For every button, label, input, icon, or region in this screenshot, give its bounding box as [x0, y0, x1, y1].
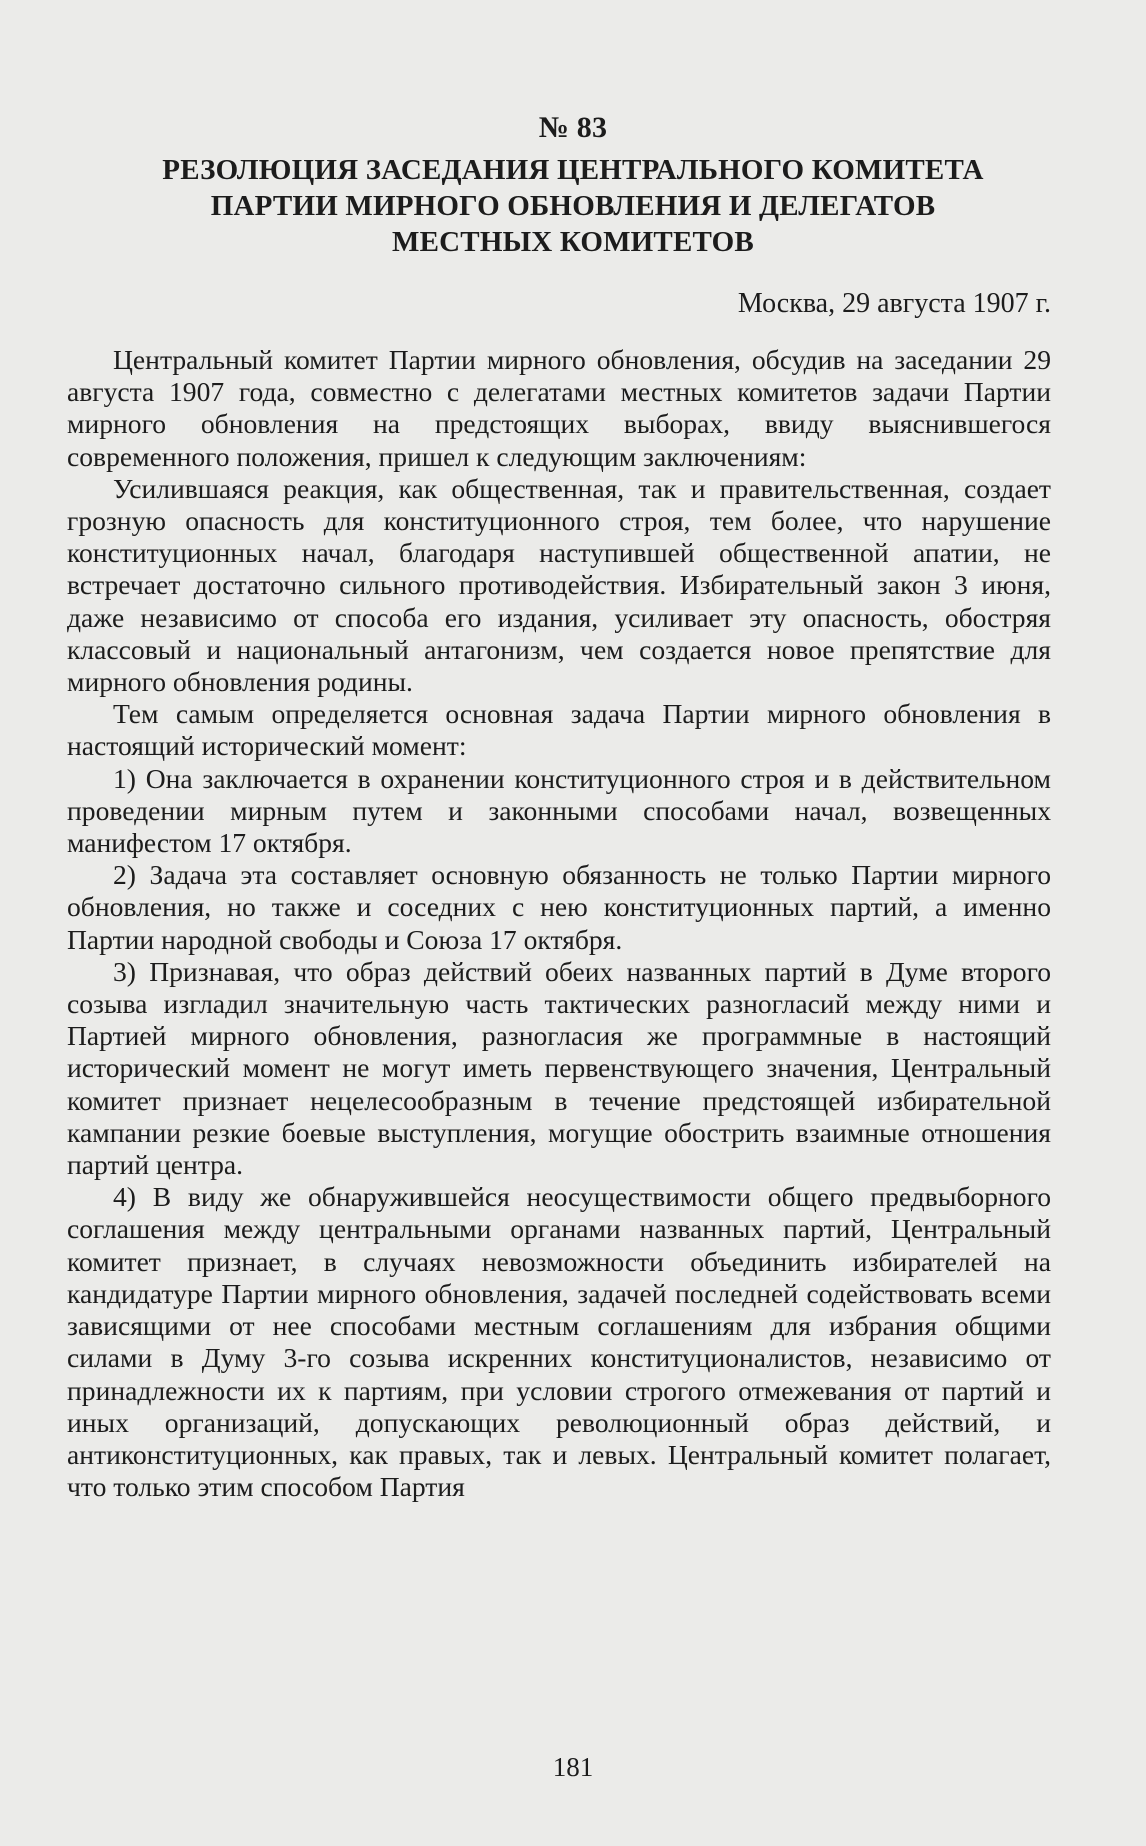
document-title: [60, 152, 1086, 260]
title-line: ПАРТИИ МИРНОГО ОБНОВЛЕНИЯ И ДЕЛЕГАТОВ: [210, 190, 936, 222]
paragraph: Центральный комитет Партии мирного обновления, обсудив на заседании 29 августа 1907 года, совместно с делегатами местных комитетов задачи Партии мирного обновления на предстоящих выборах, ввиду выяснившегося современного положения, пришел к следующим заключениям:: [67, 344, 1051, 472]
page-number: 181: [552, 1752, 594, 1782]
paragraph: 2) Задача эта составляет основную обязанность не только Партии мирного обновления, но также и соседних с нею конституционных партий, а именно Партии народной свободы и Союза 17 октября.: [67, 859, 1051, 955]
paragraph: Тем самым определяется основная задача Партии мирного обновления в настоящий исторический момент:: [67, 698, 1051, 762]
paragraph: 1) Она заключается в охранении конституционного строя и в действительном проведении мирным путем и законными способами начал, возвещенных манифестом 17 октября.: [67, 762, 1051, 859]
document-number: № 83: [538, 111, 608, 144]
paragraph: 4) В виду же обнаружившейся неосуществимости общего предвыборного соглашения между центральными органами названных партий, Центральный комитет признает, в случаях невозможности объединить избирателей на кандидатуре Партии мирного обновления, задачей последней содействовать всеми зависящими от нее способами местным соглашениям для избрания общими силами в Думу 3-го созыва искренних конституционалистов, независимо от принадлежности их к партиям, при условии строгого отмежевания от партий и иных организаций, допускающих революционный образ действий, и антиконституционных, как правых, так и левых. Центральный комитет полагает, что только этим способом Партия: [67, 1181, 1051, 1503]
title-line: РЕЗОЛЮЦИЯ ЗАСЕДАНИЯ ЦЕНТРАЛЬНОГО КОМИТЕТА: [162, 154, 984, 186]
title-line: МЕСТНЫХ КОМИТЕТОВ: [392, 226, 754, 258]
document-body: [67, 344, 1051, 1503]
paragraph: Усилившаяся реакция, как общественная, так и правительственная, создает грозную опасность для конституционного строя, тем более, что нарушение конституционных начал, благодаря наступившей общественной апатии, не встречает достаточно сильного противодействия. Избирательный закон 3 июня, даже независимо от способа его издания, усиливает эту опасность, обостряя классовый и национальный антагонизм, чем создается новое препятствие для мирного обновления родины.: [67, 472, 1051, 698]
dateline: Москва, 29 августа 1907 г.: [737, 288, 1051, 319]
paragraph: 3) Признавая, что образ действий обеих названных партий в Думе второго созыва изгладил значительную часть тактических разногласий между ними и Партией мирного обновления, разногласия же программные в настоящий исторический момент не могут иметь первенствующего значения, Центральный комитет признает нецелесообразным в течение предстоящей избирательной кампании резкие боевые выступления, могущие обострить взаимные отношения партий центра.: [67, 955, 1051, 1181]
